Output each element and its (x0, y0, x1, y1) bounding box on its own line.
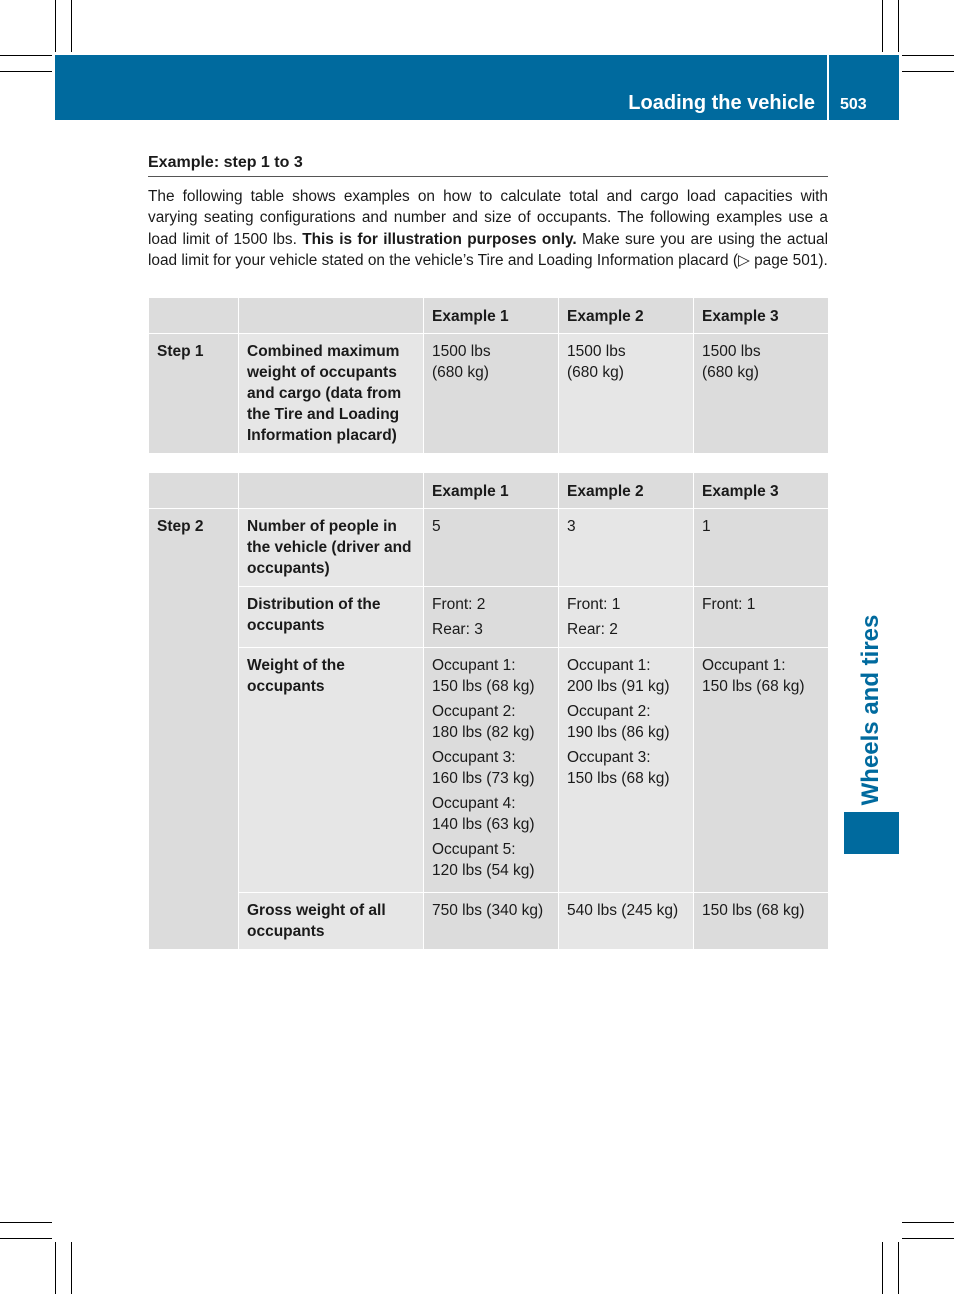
value-cell (559, 587, 694, 648)
occupant-entry (432, 839, 550, 881)
value-line: 1500 lbs (567, 343, 626, 360)
crop-mark (55, 1242, 56, 1294)
intro-emphasis: This is for illustration purposes only. (302, 230, 577, 248)
header-example-2: Example 2 (559, 473, 694, 509)
table-row (149, 648, 829, 893)
value-line: 190 lbs (86 kg) (567, 724, 670, 741)
value-line: Occupant 4: (432, 795, 516, 812)
step-label: Step 2 (149, 509, 239, 950)
header-example-1: Example 1 (424, 473, 559, 509)
value-line: Front: 1 (567, 596, 621, 613)
value-line: (680 kg) (432, 364, 489, 381)
table-header-row (149, 473, 829, 509)
crop-mark (902, 1238, 954, 1239)
value-cell (424, 587, 559, 648)
chapter-label: Wheels and tires (857, 614, 884, 806)
value-line: Occupant 3: (567, 749, 651, 766)
intro-paragraph (148, 186, 828, 271)
row-label: Weight of the occupants (239, 648, 424, 893)
value-line: Rear: 2 (567, 621, 618, 638)
row-label: Gross weight of all occupants (239, 893, 424, 950)
intro-text: The following table shows examples on how to calculate total and cargo load capacities with varying seating configurations and number and size of occupants. The following examples use a load limit of 1500 lbs. (148, 188, 828, 248)
value-line: Occupant 2: (432, 703, 516, 720)
value-line: Occupant 3: (432, 749, 516, 766)
value-cell (559, 648, 694, 893)
value-line: 180 lbs (82 kg) (432, 724, 535, 741)
crop-mark (882, 1242, 883, 1294)
side-tab-marker (844, 812, 899, 854)
value-cell (424, 648, 559, 893)
table-step-2 (148, 472, 829, 950)
page-title: Loading the vehicle (628, 92, 815, 114)
value-line: Front: 2 (432, 596, 486, 613)
value-line: Rear: 3 (432, 621, 483, 638)
value-line: 160 lbs (73 kg) (432, 770, 535, 787)
section-title: Example: step 1 to 3 (148, 154, 828, 177)
value-cell: 3 (559, 509, 694, 587)
crop-mark (882, 0, 883, 52)
value-line: 150 lbs (68 kg) (702, 678, 805, 695)
value-cell (694, 334, 829, 454)
crop-mark (902, 71, 954, 72)
table-row (149, 587, 829, 648)
crop-mark (902, 1222, 954, 1223)
header-example-3: Example 3 (694, 473, 829, 509)
crop-mark (902, 55, 954, 56)
table-header-row (149, 298, 829, 334)
header-cell (239, 473, 424, 509)
step-label: Step 1 (149, 334, 239, 454)
occupant-entry (432, 793, 550, 835)
header-bar (55, 55, 827, 120)
occupant-entry (567, 701, 685, 743)
value-line: Occupant 1: (432, 657, 516, 674)
intro-text-cont: Make sure you are using the actual load limit for your vehicle stated on the vehicle’s Tire and Loading Information placard (▷ page 501). (148, 230, 828, 269)
crop-mark (0, 71, 52, 72)
header-example-3: Example 3 (694, 298, 829, 334)
value-line: 150 lbs (68 kg) (567, 770, 670, 787)
value-cell: 750 lbs (340 kg) (424, 893, 559, 950)
header-example-1: Example 1 (424, 298, 559, 334)
value-cell: 540 lbs (245 kg) (559, 893, 694, 950)
value-line: 140 lbs (63 kg) (432, 816, 535, 833)
crop-mark (0, 1222, 52, 1223)
occupant-entry (567, 747, 685, 789)
crop-mark (898, 1242, 899, 1294)
header-cell (239, 298, 424, 334)
crop-mark (898, 0, 899, 52)
row-label: Number of people in the vehicle (driver and occupants) (239, 509, 424, 587)
table-row (149, 893, 829, 950)
value-line: Front: 1 (702, 596, 756, 613)
crop-mark (55, 0, 56, 52)
value-cell: 150 lbs (68 kg) (694, 893, 829, 950)
occupant-entry (567, 655, 685, 697)
value-line: 200 lbs (91 kg) (567, 678, 670, 695)
value-cell (694, 587, 829, 648)
page-number-box (829, 55, 899, 120)
occupant-entry (432, 747, 550, 789)
value-cell (424, 334, 559, 454)
value-line: Occupant 5: (432, 841, 516, 858)
value-line: Occupant 1: (567, 657, 651, 674)
header-example-2: Example 2 (559, 298, 694, 334)
crop-mark (0, 55, 52, 56)
crop-mark (71, 1242, 72, 1294)
crop-mark (71, 0, 72, 52)
value-line: 150 lbs (68 kg) (432, 678, 535, 695)
value-cell (559, 334, 694, 454)
value-line: 1500 lbs (702, 343, 761, 360)
occupant-entry (702, 655, 820, 697)
value-line: 120 lbs (54 kg) (432, 862, 535, 879)
row-label: Distribution of the occupants (239, 587, 424, 648)
value-line: Occupant 2: (567, 703, 651, 720)
occupant-entry (432, 701, 550, 743)
page-number: 503 (840, 96, 867, 113)
value-cell: 5 (424, 509, 559, 587)
table-row (149, 509, 829, 587)
row-label: Combined maximum weight of occupants and cargo (data from the Tire and Loading Information placard) (239, 334, 424, 454)
value-line: (680 kg) (567, 364, 624, 381)
value-line: (680 kg) (702, 364, 759, 381)
table-row (149, 334, 829, 454)
header-cell (149, 298, 239, 334)
value-line: Occupant 1: (702, 657, 786, 674)
value-cell: 1 (694, 509, 829, 587)
value-line: 1500 lbs (432, 343, 491, 360)
header-cell (149, 473, 239, 509)
table-step-1 (148, 297, 829, 454)
crop-mark (0, 1238, 52, 1239)
occupant-entry (432, 655, 550, 697)
value-cell (694, 648, 829, 893)
